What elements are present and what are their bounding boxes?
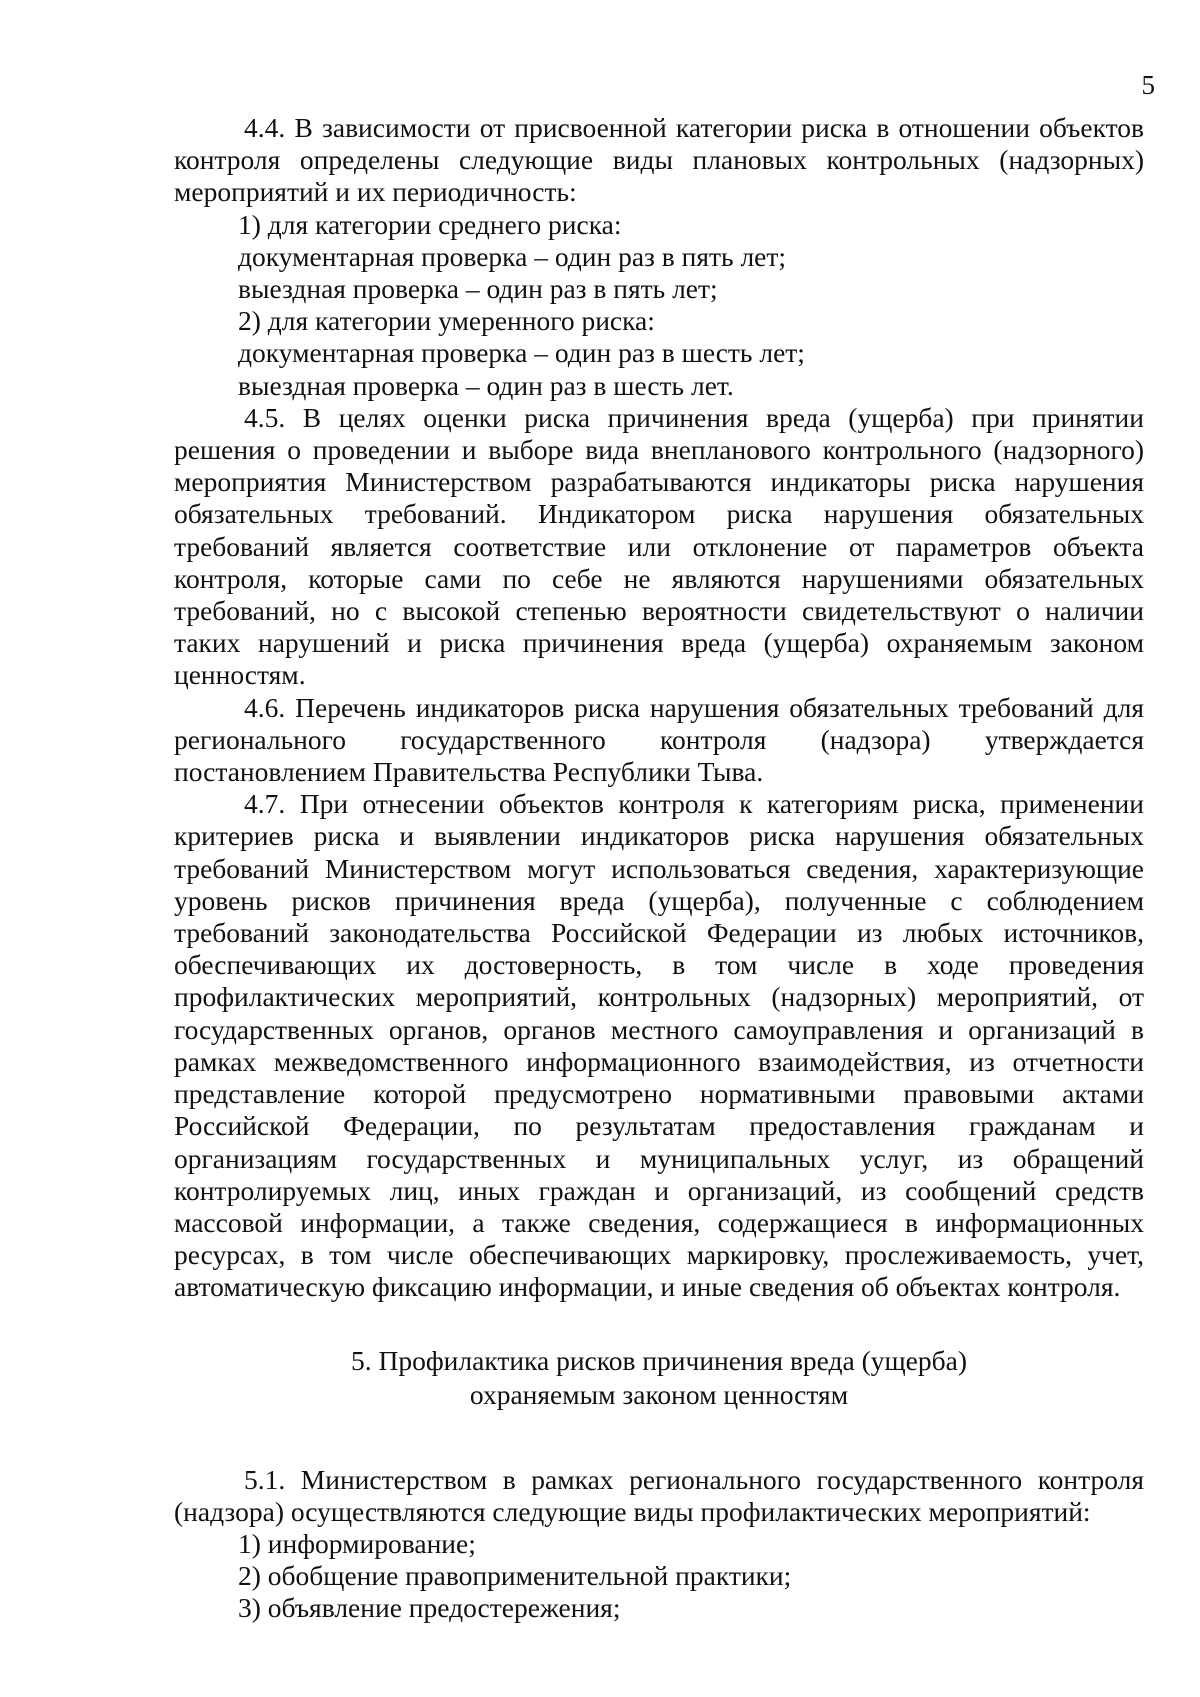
list-item: 2) для категории умеренного риска: [238, 305, 655, 337]
list-item: документарная проверка – один раз в пять лет; [238, 240, 787, 272]
list-item: 2) обобщение правоприменительной практики; [238, 1560, 792, 1592]
paragraph-5-1: 5.1. Министерством в рамках регионального государственного контроля (надзора) осуществляются следующие виды профилактических мероприятий: [174, 1463, 1144, 1527]
paragraph-4-4: 4.4. В зависимости от присвоенной категории риска в отношении объектов контроля определены следующие виды плановых контрольных (надзорных) мероприятий и их периодичность: [174, 112, 1144, 208]
paragraph-4-5: 4.5. В целях оценки риска причинения вреда (ущерба) при принятии решения о проведении и выборе вида внепланового контрольного (надзорного) мероприятия Министерством разрабатываются индикаторы риска нарушения обязательных требований. Индикатором риска нарушения обязательных требований является соответствие или отклонение от параметров объекта контроля, которые сами по себе не являются нарушениями обязательных требований, но с высокой степенью вероятности свидетельствуют о наличии таких нарушений и риска причинения вреда (ущерба) охраняемым законом ценностям. [174, 401, 1144, 691]
paragraph-4-6: 4.6. Перечень индикаторов риска нарушения обязательных требований для регионального государственного контроля (надзора) утверждается постановлением Правительства Республики Тыва. [174, 691, 1144, 788]
list-item: документарная проверка – один раз в шесть лет; [238, 337, 805, 369]
page-number: 5 [1141, 70, 1155, 100]
list-item: 1) информирование; [238, 1527, 476, 1559]
list-item: 3) объявление предостережения; [238, 1592, 621, 1624]
list-item: выездная проверка – один раз в пять лет; [238, 273, 718, 305]
section-heading-line: 5. Профилактика рисков причинения вреда (ущерба) [351, 1344, 967, 1376]
list-item: 1) для категории среднего риска: [238, 208, 622, 240]
list-item: выездная проверка – один раз в шесть лет. [238, 369, 734, 401]
document-body [174, 112, 1144, 1625]
section-heading-line: охраняемым законом ценностям [469, 1378, 849, 1410]
section-5-heading [174, 1344, 1144, 1412]
paragraph-4-7: 4.7. При отнесении объектов контроля к категориям риска, применении критериев риска и выявлении индикаторов риска нарушения обязательных требований Министерством могут использоваться сведения, характеризующие уровень рисков причинения вреда (ущерба), полученные с соблюдением требований законодательства Российской Федерации из любых источников, обеспечивающих их достоверность, в том числе в ходе проведения профилактических мероприятий, контрольных (надзорных) мероприятий, от государственных органов, органов местного самоуправления и организаций в рамках межведомственного информационного взаимодействия, из отчетности представление которой предусмотрено нормативными правовыми актами Российской Федерации, по результатам предоставления гражданам и организациям государственных и муниципальных услуг, из обращений контролируемых лиц, иных граждан и организаций, из сообщений средств массовой информации, а также сведения, содержащиеся в информационных ресурсах, в том числе обеспечивающих маркировку, прослеживаемость, учет, автоматическую фиксацию информации, и иные сведения об объектах контроля. [174, 788, 1144, 1303]
